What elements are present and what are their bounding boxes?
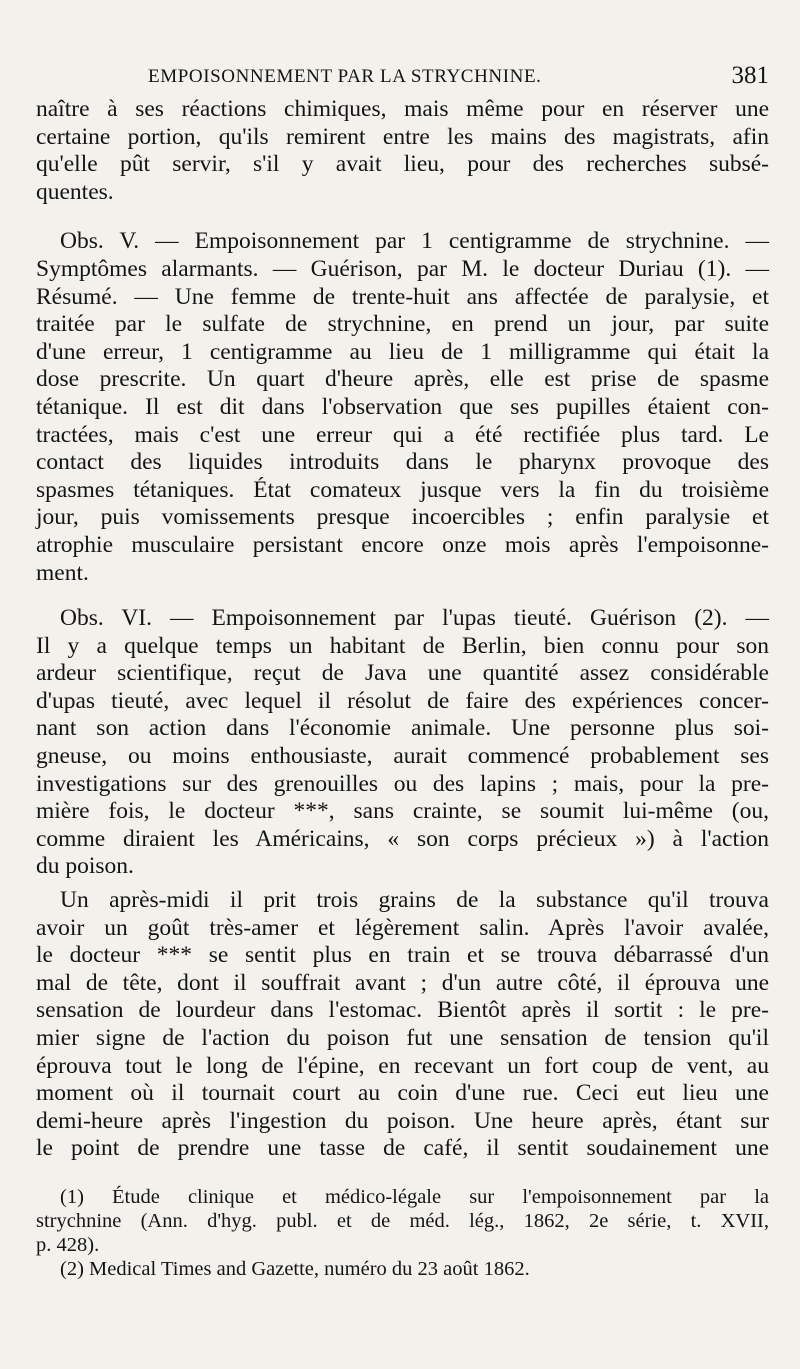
text-line: atrophie musculaire persistant encore onze mois après l'empoisonne- <box>36 531 769 558</box>
running-title: EMPOISONNEMENT PAR LA STRYCHNINE. <box>148 66 542 87</box>
text-line: Obs. VI. — Empoisonnement par l'upas tieuté. Guérison (2). — <box>60 605 769 632</box>
text-line: éprouva tout le long de l'épine, en recevant un fort coup de vent, au <box>36 1052 769 1079</box>
text-line: certaine portion, qu'ils remirent entre les mains des magistrats, afin <box>36 123 769 150</box>
text-line: contact des liquides introduits dans le pharynx provoque des <box>36 449 769 476</box>
text-line: Résumé. — Une femme de trente-huit ans affectée de paralysie, et <box>36 283 769 310</box>
text-line: ardeur scientifique, reçut de Java une quantité assez considérable <box>36 660 769 687</box>
text-line: sensation de lourdeur dans l'estomac. Bientôt après il sortit : le pre- <box>36 997 769 1024</box>
text-line: Un après-midi il prit trois grains de la substance qu'il trouva <box>60 887 769 914</box>
text-line: d'une erreur, 1 centigramme au lieu de 1 milligramme qui était la <box>36 338 769 365</box>
footnote-line: (1) Étude clinique et médico-légale sur l'empoisonnement par la <box>60 1185 769 1208</box>
page-number: 381 <box>731 62 769 89</box>
footnotes <box>36 1185 769 1281</box>
footnote-line: strychnine (Ann. d'hyg. publ. et de méd. lég., 1862, 2e série, t. XVII, <box>36 1209 769 1232</box>
text-line: du poison. <box>36 853 134 880</box>
paragraph-continuation <box>36 96 769 206</box>
text-line: d'upas tieuté, avec lequel il résolut de faire des expériences concer- <box>36 687 769 714</box>
text-line: mière fois, le docteur ***, sans crainte, se soumit lui-même (ou, <box>36 798 769 825</box>
text-line: mier signe de l'action du poison fut une sensation de tension qu'il <box>36 1025 769 1051</box>
text-line: tractées, mais c'est une erreur qui a été rectifiée plus tard. Le <box>36 421 769 448</box>
text-line: ment. <box>36 559 89 586</box>
text-line: dose prescrite. Un quart d'heure après, elle est prise de spasme <box>36 366 769 393</box>
text-line: investigations sur des grenouilles ou des lapins ; mais, pour la pre- <box>36 770 769 797</box>
observation-vi <box>36 605 769 881</box>
text-line: avoir un goût très-amer et légèrement salin. Après l'avoir avalée, <box>36 914 769 941</box>
text-line: comme diraient les Américains, « son corps précieux ») à l'action <box>36 825 769 852</box>
text-line: Obs. V. — Empoisonnement par 1 centigramme de strychnine. — <box>60 228 769 255</box>
text-line: qu'elle pût servir, s'il y avait lieu, pour des recherches subsé- <box>36 151 769 178</box>
text-line: demi-heure après l'ingestion du poison. Une heure après, étant sur <box>36 1107 769 1134</box>
running-header <box>36 62 769 96</box>
text-line: gneuse, ou moins enthousiaste, aurait commencé probablement ses <box>36 743 769 770</box>
text-line: nant son action dans l'économie animale. Une personne plus soi- <box>36 715 769 742</box>
text-line: le point de prendre une tasse de café, il sentit soudainement une <box>36 1135 769 1162</box>
text-line: quentes. <box>36 178 114 205</box>
text-line: le docteur *** se sentit plus en train et se trouva débarrassé d'un <box>36 942 769 969</box>
book-page <box>36 62 769 1281</box>
text-line: mal de tête, dont il souffrait avant ; d'un autre côté, il éprouva une <box>36 969 769 996</box>
text-line: tétanique. Il est dit dans l'observation que ses pupilles étaient con- <box>36 393 769 420</box>
text-line: jour, puis vomissements presque incoercibles ; enfin paralysie et <box>36 504 769 531</box>
text-line: Il y a quelque temps un habitant de Berlin, bien connu pour son <box>36 632 769 659</box>
footnote-line: p. 428). <box>36 1233 100 1256</box>
paragraph <box>36 887 769 1163</box>
text-line: traitée par le sulfate de strychnine, en prend un jour, par suite <box>36 311 769 338</box>
footnote-line: (2) Medical Times and Gazette, numéro du 23 août 1862. <box>60 1257 530 1280</box>
text-line: Symptômes alarmants. — Guérison, par M. le docteur Duriau (1). — <box>36 255 769 282</box>
observation-v <box>36 228 769 587</box>
text-line: spasmes tétaniques. État comateux jusque vers la fin du troisième <box>36 476 769 503</box>
text-line: naître à ses réactions chimiques, mais même pour en réserver une <box>36 96 769 122</box>
text-line: moment où il tournait court au coin d'une rue. Ceci eut lieu une <box>36 1080 769 1107</box>
